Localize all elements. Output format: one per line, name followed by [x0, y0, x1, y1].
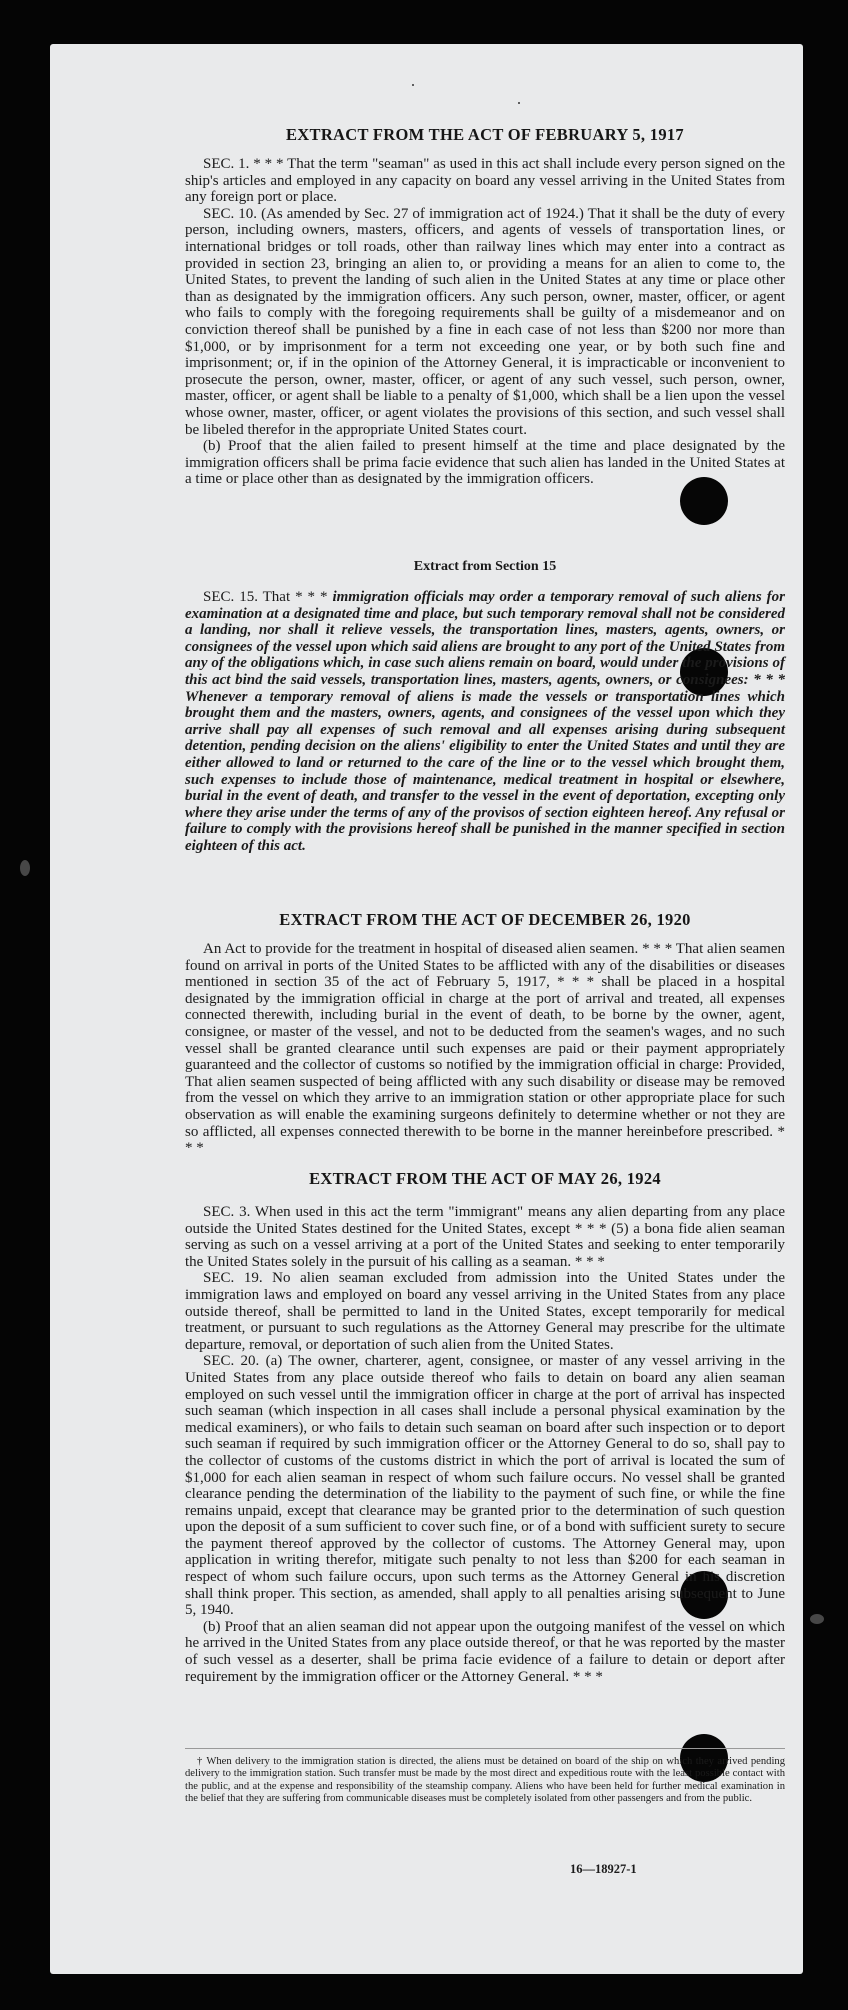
page-mark: [518, 102, 520, 104]
sec-15-lead: SEC. 15. That * * *: [203, 589, 328, 605]
footnote-rule: [185, 1748, 785, 1749]
sec-19-paragraph: SEC. 19. No alien seaman excluded from admission into the United States under the immigration laws and employed on board any vessel arriving in the United States from any place outside thereof, shall be permitted to land in the United States, except temporarily for medical treatment, or pursuant to such regulations as the Attorney General may prescribe for the ultimate departure, removal, or deportation of such alien from the United States.: [185, 1270, 785, 1353]
heading-act-1920: EXTRACT FROM THE ACT OF DECEMBER 26, 1920: [279, 910, 691, 929]
sec-10b-paragraph: (b) Proof that the alien failed to present himself at the time and place designated by the immigration officers shall be prima facie evidence that such alien has landed in the United States at a time or place other than as designated by the immigration officers.: [185, 438, 785, 488]
form-number: 16—18927-1: [570, 1862, 637, 1876]
heading-act-1924: EXTRACT FROM THE ACT OF MAY 26, 1924: [309, 1169, 661, 1188]
section-15-text: [185, 589, 785, 855]
heading-act-1917: EXTRACT FROM THE ACT OF FEBRUARY 5, 1917: [286, 125, 684, 144]
footnote: [185, 1756, 785, 1806]
section-1917-text: [185, 156, 785, 488]
footnote-text: † When delivery to the immigration station is directed, the aliens must be detained on board of the ship on which they arrived pending delivery to the immigration station. Such transfer must be made by the most direct and expeditious route with the least possible contact with the public, and at the expense and responsibility of the steamship company. Aliens who have been held for further medical examination in the belief that they are suffering from communicable diseases must be completely isolated from other passengers and from the public.: [185, 1756, 785, 1805]
act-1920-text: [185, 941, 785, 1157]
act-1920-paragraph: An Act to provide for the treatment in hospital of diseased alien seamen. * * * That alien seamen found on arrival in ports of the United States to be afflicted with any of the disabilities or diseases mentioned in section 35 of the act of February 5, 1917, * * * shall be placed in a hospital designated by the immigration official in charge at the port of arrival and treated, all expenses connected therewith, including burial in the event of death, to be borne by the owner, agent, consignee, or master of the vessel, and not to be deducted from the seamen's wages, and no such vessel shall be granted clearance until such expenses are paid or their payment appropriately guaranteed and the collector of customs so notified by the immigration official in charge: Provided, That alien seamen suspected of being afflicted with any such disability or disease may be removed from the vessel on which they arrive to an immigration station or other appropriate place for such observation as will enable the examining surgeons definitely to determine whether or not they are so afflicted, all expenses connected therewith to be borne in the manner hereinbefore prescribed. * * *: [185, 941, 785, 1157]
sec-20-paragraph: SEC. 20. (a) The owner, charterer, agent, consignee, or master of any vessel arriving in the United States from any place outside thereof who fails to detain on board any alien seaman employed on such vessel until the immigration officer in charge at the port of arrival has inspected such seaman (which inspection in all cases shall include a personal physical examination by the medical examiners), or who fails to detain such seaman on board after such inspection or to deport such seaman if required by such immigration officer or the Attorney General to do so, shall pay to the collector of customs of the customs district in which the port of arrival is located the sum of $1,000 for each alien seaman in respect of whom such failure occurs. No vessel shall be granted clearance pending the determination of the liability to the payment of such fine, or while the fine remains unpaid, except that clearance may be granted prior to the determination of such question upon the deposit of a sum sufficient to cover such fine, or of a bond with sufficient surety to secure the payment thereof approved by the collector of customs. The Attorney General may, upon application in writing therefor, mitigate such penalty to not less than $200 for each seaman in respect of whom such failure occurs, upon such terms as the Attorney General in his discretion shall think proper. This section, as amended, shall apply to all penalties arising subsequent to June 5, 1940.: [185, 1353, 785, 1619]
smudge: [810, 1614, 824, 1624]
act-1924-text: [185, 1204, 785, 1685]
sec-10-paragraph: SEC. 10. (As amended by Sec. 27 of immigration act of 1924.) That it shall be the duty of every person, including owners, masters, officers, and agents of vessels of transportation lines, or international bridges or toll roads, other than railway lines which may enter into a contract as provided in section 23, bringing an alien to, or providing a means for an alien to come to, the United States, to prevent the landing of such alien in the United States at any time or place other than as designated by the immigration officers. Any such person, owner, master, officer, or agent who fails to comply with the foregoing requirements shall be guilty of a misdemeanor and on conviction thereof shall be punished by a fine in each case of not less than $200 nor more than $1,000, or by imprisonment for a term not exceeding one year, or by both such fine and imprisonment; or, if in the opinion of the Attorney General, it is impracticable or inconvenient to prosecute the person, owner, master, officer, or agent of any such vessel, such person, owner, master, officer, or agent shall be liable to a penalty of $1,000, which shall be a lien upon the vessel whose owner, master, officer, or agent violates the provisions of this section, and such vessel shall be libeled therefor in the appropriate United States court.: [185, 205, 785, 438]
sec-15-body: immigration officials may order a temporary removal of such aliens for examination at a designated time and place, but such temporary removal shall not be considered a landing, nor shall it relieve vessels, the transportation lines, masters, agents, owners, or consignees of the vessel upon which said aliens are brought to any port of the United States from any of the obligations which, in case such aliens remain on board, would under the provisions of this act bind the said vessels, transportation lines, masters, agents, owners, or consignees: * * * Whenever a temporary removal of aliens is made the vessels or transportation lines which brought them and the masters, owners, agents, and consignees of the vessel upon which they arrive shall pay all expenses of such removal and all expenses arising during subsequent detention, pending decision on the aliens' eligibility to enter the United States and until they are either allowed to land or returned to the care of the line or to the vessel which brought them, such expenses to include those of maintenance, medical treatment in hospital or elsewhere, burial in the event of death, and transfer to the vessel in the event of deportation, excepting only where they arise under the terms of any of the provisos of section eighteen hereof. Any refusal or failure to comply with the provisions hereof shall be punished in the manner specified in section eighteen of this act.: [185, 589, 785, 854]
sec-15-paragraph: [185, 589, 785, 855]
sec-3-paragraph: SEC. 3. When used in this act the term "immigrant" means any alien departing from any place outside the United States destined for the United States, except * * * (5) a bona fide alien seaman serving as such on a vessel arriving at a port of the United States and seeking to enter temporarily the United States solely in the pursuit of his calling as a seaman. * * *: [185, 1204, 785, 1270]
sec-1-paragraph: SEC. 1. * * * That the term "seaman" as used in this act shall include every person signed on the ship's articles and employed in any capacity on board any vessel arriving in the United States from any foreign port or place.: [185, 156, 785, 206]
page-mark: [412, 84, 414, 86]
heading-section-15: Extract from Section 15: [413, 559, 557, 574]
smudge: [20, 860, 30, 876]
sec-20b-paragraph: (b) Proof that an alien seaman did not appear upon the outgoing manifest of the vessel on which he arrived in the United States from any place outside thereof, or that he was reported by the master of such vessel as a deserter, shall be prima facie evidence of a failure to detain or deport after requirement by the immigration officer or the Attorney General. * * *: [185, 1618, 785, 1685]
document-page: [50, 44, 803, 1974]
